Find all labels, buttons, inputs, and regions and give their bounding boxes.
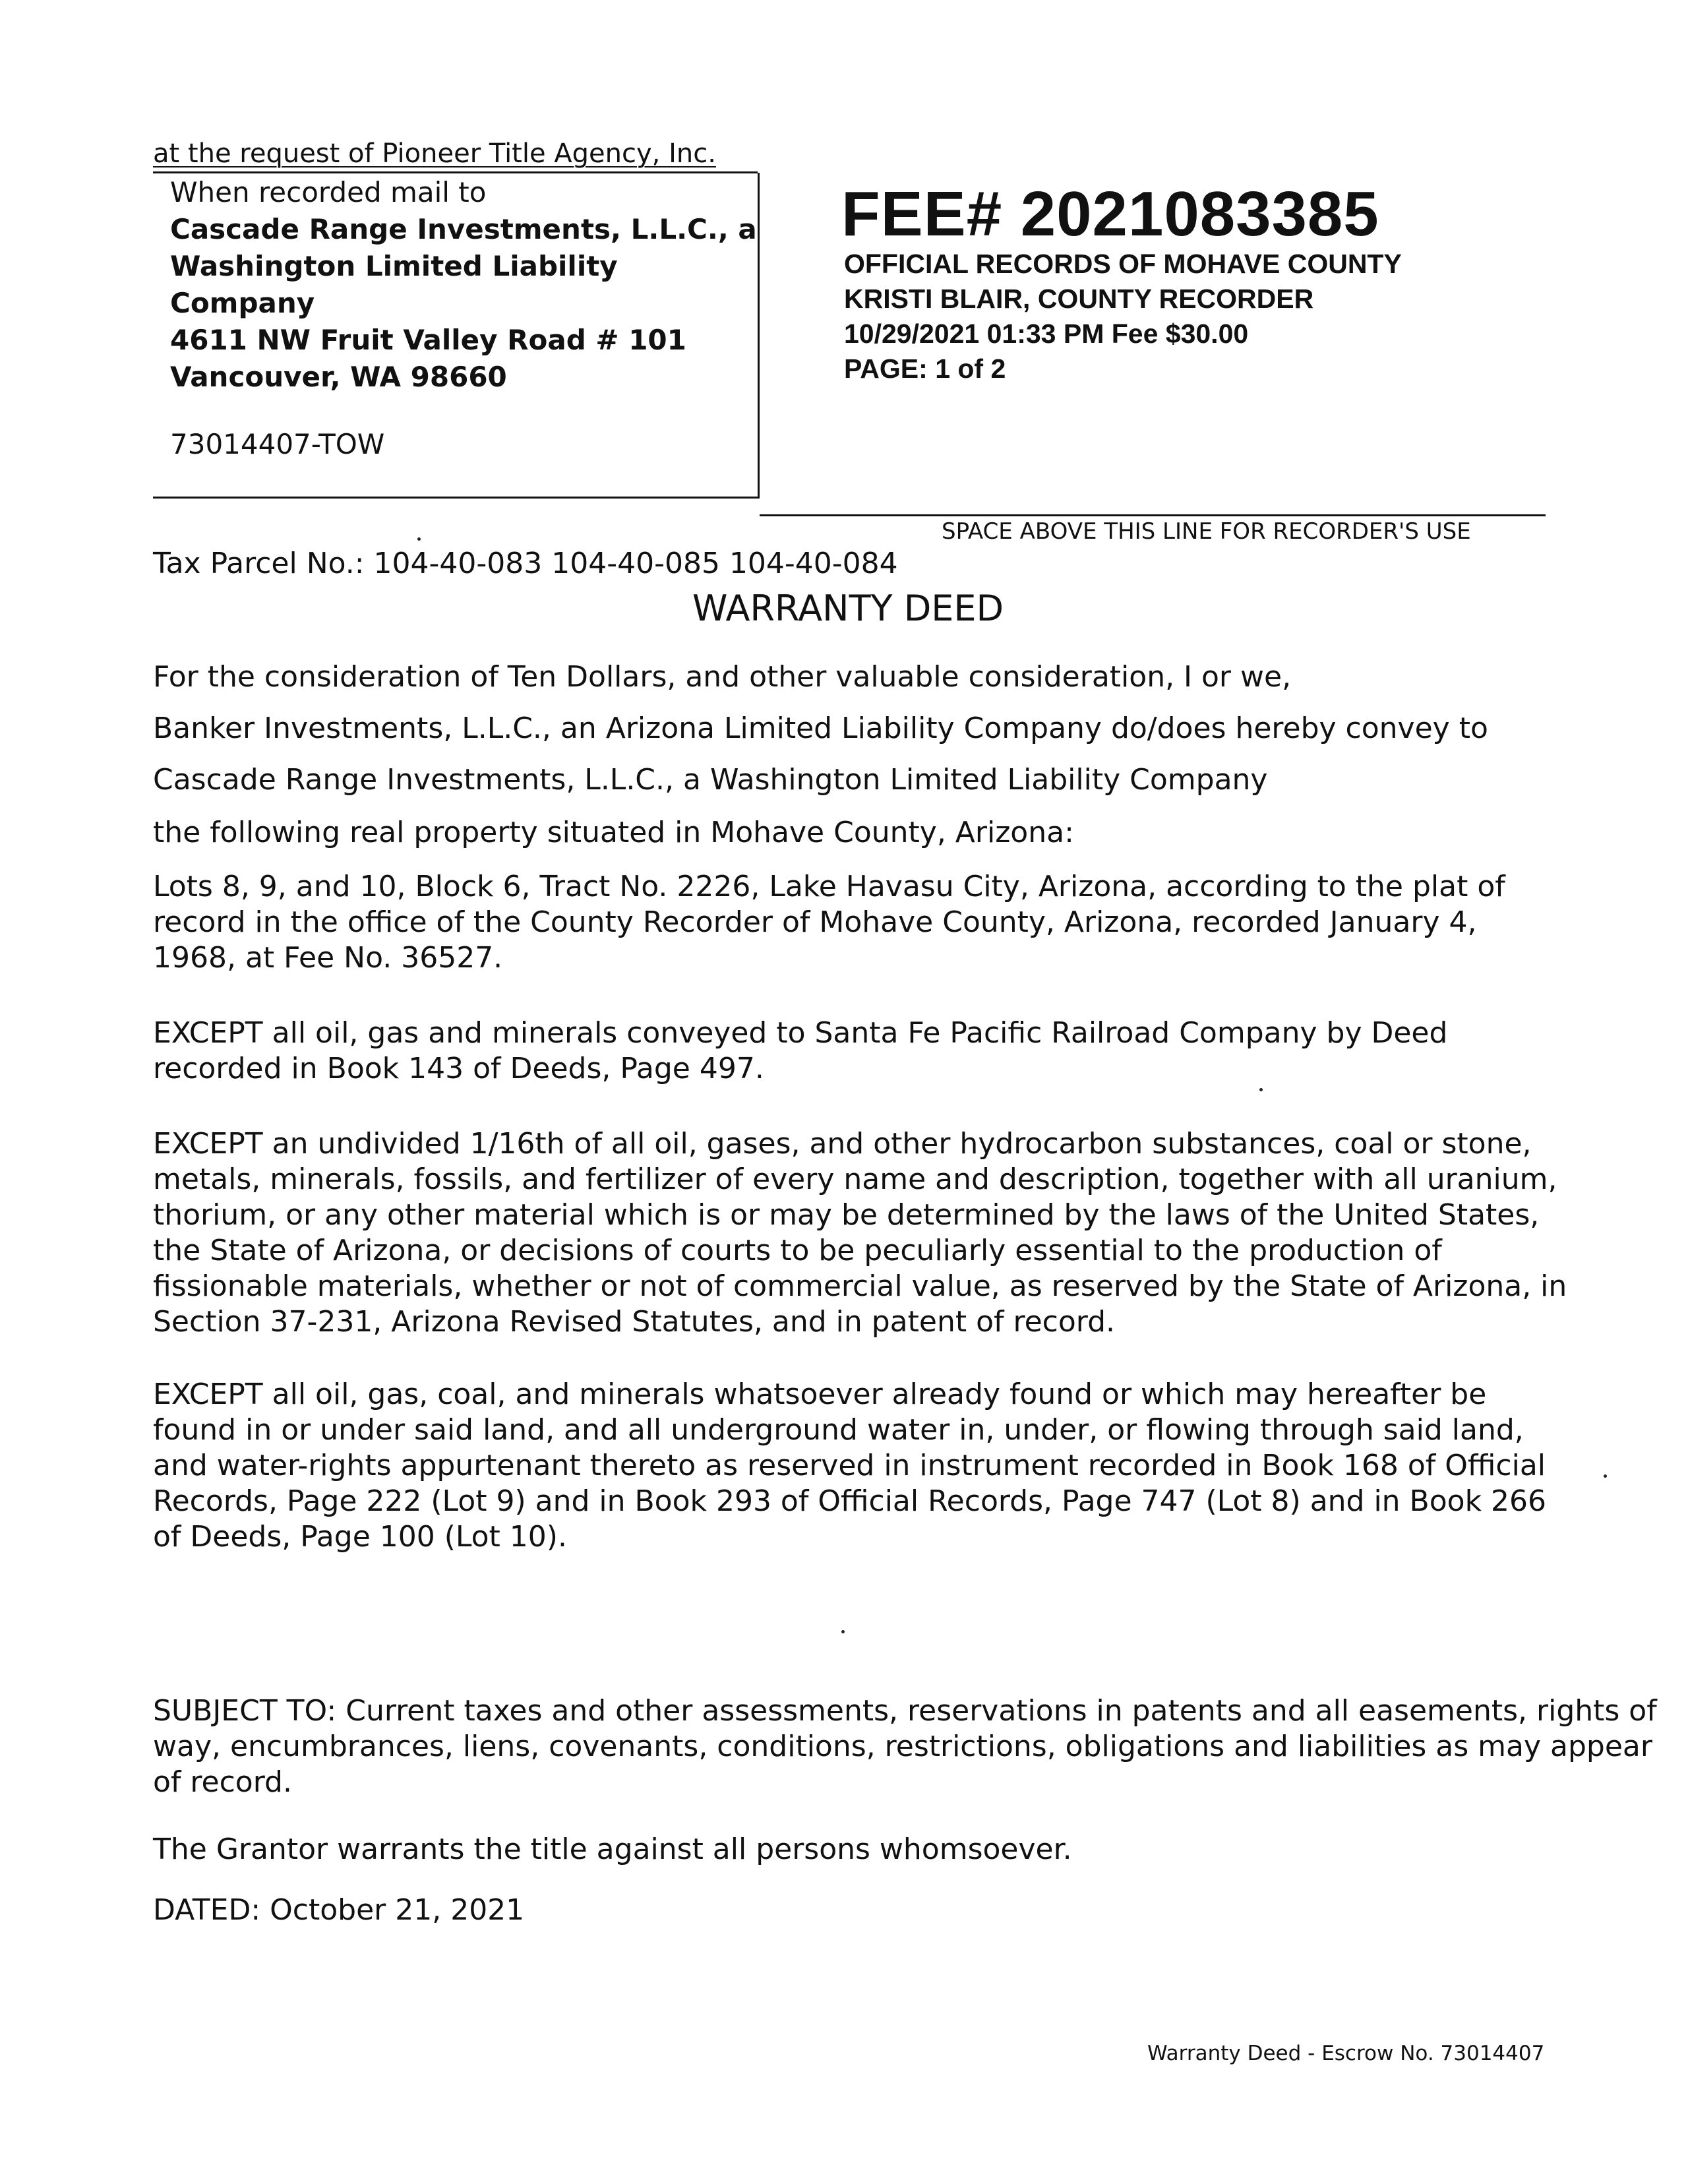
scan-speck: [1259, 1088, 1263, 1091]
footer-escrow-reference: Warranty Deed - Escrow No. 73014407: [1147, 2042, 1545, 2065]
exception-line: EXCEPT all oil, gas, coal, and minerals whatsoever already found or which may hereafter be: [153, 1378, 1487, 1411]
fee-number: FEE# 2021083385: [841, 179, 1379, 249]
legal-description-line: record in the office of the County Recorder of Mohave County, Arizona, recorded January 4,: [153, 905, 1477, 939]
legal-description: [153, 869, 1544, 976]
exception-state-of-arizona: [153, 1126, 1567, 1340]
mail-addressee-line-1: Cascade Range Investments, L.L.C., a: [170, 213, 757, 245]
recorder-office: OFFICIAL RECORDS OF MOHAVE COUNTY: [844, 249, 1402, 279]
exception-water-rights: [153, 1377, 1547, 1555]
exception-line: Records, Page 222 (Lot 9) and in Book 293 of Official Records, Page 747 (Lot 8) and in Book 266: [153, 1484, 1547, 1518]
scan-speck: [417, 537, 421, 541]
exception-line: recorded in Book 143 of Deeds, Page 497.: [153, 1052, 764, 1085]
scan-speck: [841, 1630, 845, 1633]
recorder-stamp: [844, 247, 1402, 386]
subject-to-line: of record.: [153, 1765, 292, 1799]
warranty-clause: The Grantor warrants the title against all persons whomsoever.: [153, 1833, 1072, 1866]
grantor-clause: Banker Investments, L.L.C., an Arizona Limited Liability Company do/does hereby convey to: [153, 712, 1488, 745]
legal-description-line: 1968, at Fee No. 36527.: [153, 941, 503, 975]
property-intro: the following real property situated in Mohave County, Arizona:: [153, 816, 1074, 849]
consideration-clause: For the consideration of Ten Dollars, and other valuable consideration, I or we,: [153, 660, 1292, 694]
exception-santa-fe: [153, 1016, 1544, 1087]
mail-street-address: 4611 NW Fruit Valley Road # 101: [170, 324, 686, 356]
legal-description-line: Lots 8, 9, and 10, Block 6, Tract No. 2226, Lake Havasu City, Arizona, according to the plat of: [153, 870, 1505, 903]
escrow-code: 73014407-TOW: [170, 428, 385, 460]
subject-to-clause: [153, 1693, 1657, 1800]
mailing-address: [170, 174, 757, 396]
page-count: PAGE: 1 of 2: [844, 353, 1006, 384]
mail-city-state-zip: Vancouver, WA 98660: [170, 361, 507, 393]
exception-line: EXCEPT all oil, gas and minerals conveyed to Santa Fe Pacific Railroad Company by Deed: [153, 1016, 1448, 1050]
document-title: WARRANTY DEED: [692, 588, 1004, 629]
mailing-box-top-rule: [153, 171, 758, 173]
mail-instruction: When recorded mail to: [170, 176, 487, 208]
tax-parcel-numbers: Tax Parcel No.: 104-40-083 104-40-085 104-40-084: [153, 547, 898, 580]
request-line: at the request of Pioneer Title Agency, Inc.: [153, 138, 716, 169]
mail-addressee-line-2: Washington Limited Liability: [170, 250, 618, 282]
mail-addressee-line-3: Company: [170, 287, 315, 319]
recorder-use-rule: [760, 514, 1546, 516]
dated-line: DATED: October 21, 2021: [153, 1893, 525, 1927]
exception-line: and water-rights appurtenant thereto as reserved in instrument recorded in Book 168 of Official: [153, 1449, 1546, 1482]
mailing-address-box: [153, 173, 760, 499]
exception-line: thorium, or any other material which is or may be determined by the laws of the United States,: [153, 1198, 1540, 1232]
exception-line: metals, minerals, fossils, and fertilizer of every name and description, together with all uranium,: [153, 1163, 1557, 1196]
exception-line: found in or under said land, and all underground water in, under, or flowing through said land,: [153, 1413, 1524, 1447]
recorder-use-note: SPACE ABOVE THIS LINE FOR RECORDER'S USE: [942, 518, 1471, 545]
exception-line: fissionable materials, whether or not of commercial value, as reserved by the State of Arizona, in: [153, 1269, 1567, 1303]
grantee-name: Cascade Range Investments, L.L.C., a Washington Limited Liability Company: [153, 763, 1268, 797]
exception-line: of Deeds, Page 100 (Lot 10).: [153, 1520, 567, 1554]
subject-to-line: way, encumbrances, liens, covenants, conditions, restrictions, obligations and liabilities as may appear: [153, 1730, 1652, 1763]
scan-speck: [1604, 1474, 1607, 1478]
exception-line: the State of Arizona, or decisions of courts to be peculiarly essential to the production of: [153, 1234, 1442, 1267]
recording-datetime-fee: 10/29/2021 01:33 PM Fee $30.00: [844, 318, 1249, 349]
exception-line: Section 37-231, Arizona Revised Statutes, and in patent of record.: [153, 1305, 1116, 1339]
recorder-name: KRISTI BLAIR, COUNTY RECORDER: [844, 284, 1314, 314]
exception-line: EXCEPT an undivided 1/16th of all oil, gases, and other hydrocarbon substances, coal or stone,: [153, 1127, 1532, 1161]
subject-to-line: SUBJECT TO: Current taxes and other assessments, reservations in patents and all easements, rights of: [153, 1694, 1657, 1728]
